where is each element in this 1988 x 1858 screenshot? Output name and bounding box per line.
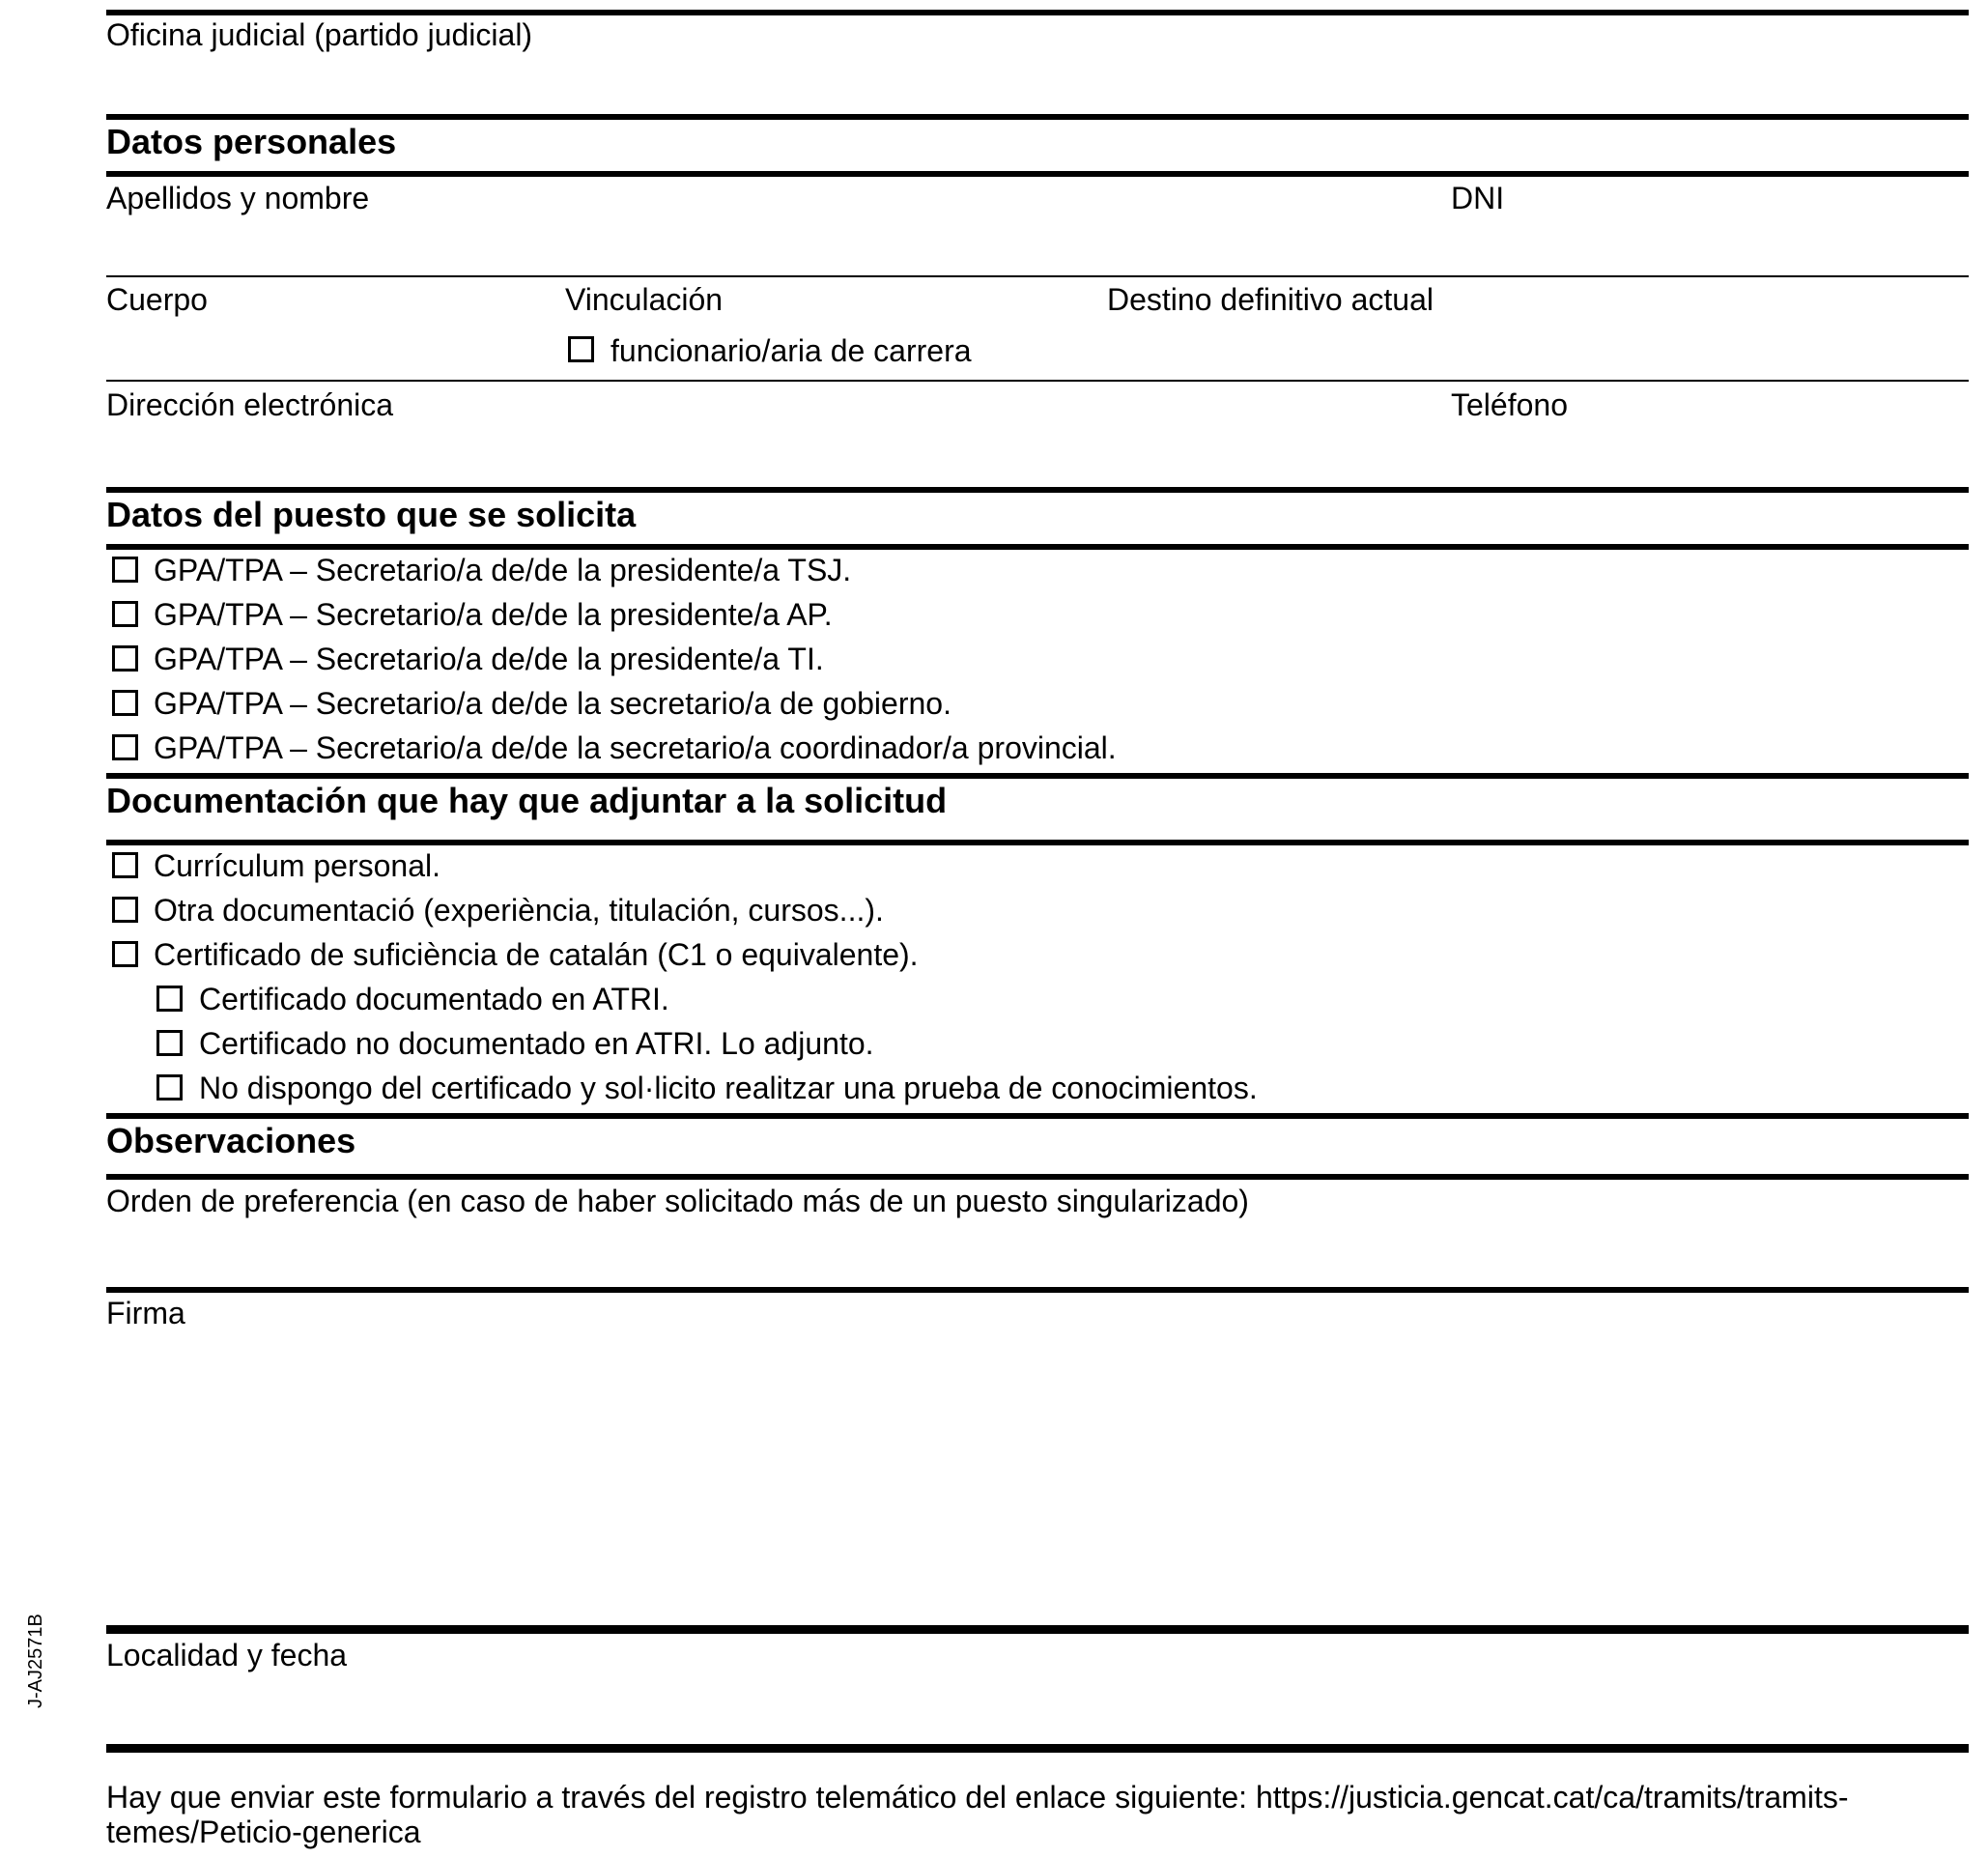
position-option: GPA/TPA – Secretario/a de/de la secretario/a de gobierno.: [154, 686, 951, 721]
office-label: Oficina judicial (partido judicial): [106, 17, 533, 52]
cuerpo-label: Cuerpo: [106, 282, 208, 317]
position-option: GPA/TPA – Secretario/a de/de la presidente/a TI.: [154, 642, 824, 676]
email-field[interactable]: [106, 425, 1449, 487]
name-label: Apellidos y nombre: [106, 181, 370, 215]
email-label: Dirección electrónica: [106, 387, 394, 422]
position-option: GPA/TPA – Secretario/a de/de la presidente/a TSJ.: [154, 553, 852, 587]
section-rule: [106, 487, 1969, 493]
position-heading: Datos del puesto que se solicita: [106, 495, 637, 534]
phone-field[interactable]: [1451, 425, 1969, 487]
section-rule: [106, 1113, 1969, 1119]
footer-rule: [106, 1744, 1969, 1753]
footer-line-2: temes/Peticio-generica: [106, 1815, 421, 1849]
name-field[interactable]: [106, 217, 1449, 275]
vinculacion-label: Vinculación: [565, 282, 724, 317]
section-rule: [106, 1174, 1969, 1180]
top-rule: [106, 10, 1969, 15]
signature-label: Firma: [106, 1296, 185, 1330]
section-rule: [106, 114, 1969, 120]
position-option: GPA/TPA – Secretario/a de/de la secretario/a coordinador/a provincial.: [154, 730, 1117, 765]
place-date-label: Localidad y fecha: [106, 1638, 348, 1672]
destino-label: Destino definitivo actual: [1107, 282, 1434, 317]
certificate-option: No dispongo del certificado y sol·licito realitzar una prueba de conocimientos.: [199, 1071, 1258, 1105]
section-rule: [106, 544, 1969, 550]
documentation-option: Otra documentació (experiència, titulación, cursos...).: [154, 893, 884, 928]
section-rule: [106, 171, 1969, 177]
section-rule: [106, 1625, 1969, 1634]
signature-field[interactable]: [106, 1333, 1969, 1623]
position-checkbox[interactable]: [112, 734, 138, 760]
field-rule: [106, 380, 1969, 382]
observations-heading: Observaciones: [106, 1121, 356, 1160]
phone-label: Teléfono: [1451, 387, 1568, 422]
documentation-heading: Documentación que hay que adjuntar a la solicitud: [106, 781, 948, 820]
footer-line-1: Hay que enviar este formulario a través del registro telemático del enlace siguiente: https://justicia.gencat.cat/ca/tramits/tramits-: [106, 1780, 1849, 1815]
personal-heading: Datos personales: [106, 122, 397, 161]
documentation-checkbox[interactable]: [112, 941, 138, 967]
position-option: GPA/TPA – Secretario/a de/de la presidente/a AP.: [154, 597, 833, 632]
field-rule: [106, 275, 1969, 277]
certificate-checkbox[interactable]: [156, 986, 183, 1012]
certificate-option: Certificado no documentado en ATRI. Lo adjunto.: [199, 1026, 874, 1061]
position-checkbox[interactable]: [112, 601, 138, 627]
vinculacion-checkbox[interactable]: [568, 336, 594, 362]
position-checkbox[interactable]: [112, 557, 138, 583]
office-field[interactable]: [106, 58, 1969, 114]
section-rule: [106, 1287, 1969, 1293]
dni-label: DNI: [1451, 181, 1505, 215]
documentation-option: Certificado de suficiència de catalán (C1 o equivalente).: [154, 937, 919, 972]
documentation-checkbox[interactable]: [112, 852, 138, 878]
section-rule: [106, 773, 1969, 779]
documentation-option: Currículum personal.: [154, 848, 440, 883]
position-checkbox[interactable]: [112, 645, 138, 672]
certificate-checkbox[interactable]: [156, 1030, 183, 1056]
section-rule: [106, 840, 1969, 845]
form-code: J-AJ2571B: [25, 1614, 46, 1708]
preference-field[interactable]: [106, 1221, 1969, 1287]
certificate-checkbox[interactable]: [156, 1074, 183, 1101]
dni-field[interactable]: [1451, 217, 1969, 275]
certificate-option: Certificado documentado en ATRI.: [199, 982, 669, 1016]
preference-label: Orden de preferencia (en caso de haber solicitado más de un puesto singularizado): [106, 1184, 1249, 1218]
position-checkbox[interactable]: [112, 690, 138, 716]
place-date-field[interactable]: [106, 1675, 1969, 1741]
vinculacion-option-label: funcionario/aria de carrera: [611, 333, 972, 368]
documentation-checkbox[interactable]: [112, 897, 138, 923]
